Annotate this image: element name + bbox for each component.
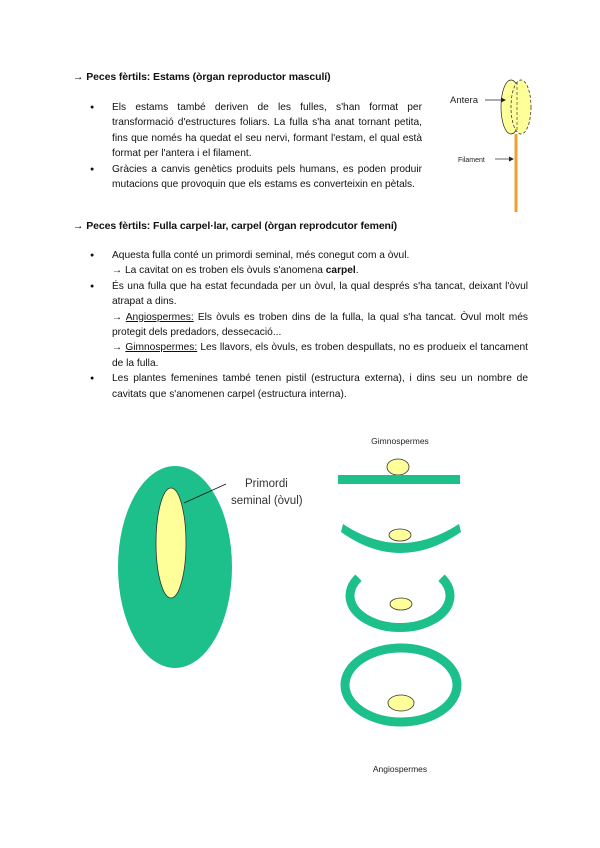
heading-bold: Peces fèrtils: [86,220,151,232]
section2-heading [73,220,397,232]
sub-arrow: → [112,342,126,354]
heading-bold: Peces fèrtils: [86,71,151,83]
stamen-figure [440,76,550,216]
carpel-term: carpel [325,265,356,277]
bullet2-main: ● És una fulla que ha estat fecundada per un òvul, la qual després s'ha tancat, deixant l'òvul atrapat a dins. [112,280,528,308]
heading-arrow: → [73,71,84,83]
carpel-diagram [0,420,600,800]
gimnospermes-term: Gimnospermes: [125,342,198,354]
ovule [156,488,186,598]
heading-arrow: → [73,220,84,232]
stage4-ovule [388,695,414,711]
list-item [90,279,528,371]
stage1-leaf [338,475,460,484]
list-item [90,248,528,279]
label-primordi-line1: Primordi [245,478,288,490]
bullet1-line2-post: . [355,265,359,277]
list-item: ● Gràcies a canvis genètics produits pels humans, es poden produir mutacions que provoquin que els estams es converteixin en pètals. [90,162,422,193]
label-primordi-line2: seminal (òvul) [231,495,303,507]
anther-right-lobe [511,80,531,134]
bullet1-line2 [112,263,528,278]
heading-rest: Estams (òrgan reproductor masculí) [150,71,331,83]
bullet2-angiospermes [112,310,528,341]
bullet2-gimnospermes [112,340,528,371]
list-item: ● Les plantes femenines també tenen pistil (estructura externa), i dins seu un nombre de cavitats que s'anomenen carpel (estructura interna). [90,371,528,402]
bullet1-line2-pre: → La cavitat on es troben els òvuls s'anomena [112,265,326,277]
list-item: ● Els estams també deriven de les fulles, s'han format per transformació d'estructures foliars. La fulla s'ha anat tornant petita, fins que només ha quedat el seu nervi, formant l'estam, el qual està format per l'antera i el filament. [90,100,422,162]
label-gimnospermes: Gimnospermes [371,436,429,446]
stage3-ovule [390,598,412,610]
label-angiospermes: Angiospermes [372,764,428,774]
filament-arrowhead [509,157,514,162]
section1-bullets [90,100,422,192]
sub-arrow: → [112,311,126,323]
gimnospermes-text: Les llavors, els òvuls, es troben despullats, no es produeix el tancament de la fulla. [112,342,528,369]
section2-bullets [90,248,528,402]
label-antera: Antera [450,95,478,106]
label-filament: Filament [458,157,485,164]
stage2-ovule [389,529,411,541]
bullet1-line1: ● Aquesta fulla conté un primordi seminal, més conegut com a òvul. [112,250,410,261]
heading-rest: Fulla carpel·lar, carpel (òrgan reprodcutor femení) [150,220,398,232]
section1-heading [73,71,331,83]
angiospermes-text: Els òvuls es troben dins de la fulla, la qual s'ha tancat. Òvul molt més protegit dels predadors, dessecació... [112,311,528,339]
angiospermes-term: Angiospermes: [125,311,194,323]
stage1-ovule [387,459,409,475]
